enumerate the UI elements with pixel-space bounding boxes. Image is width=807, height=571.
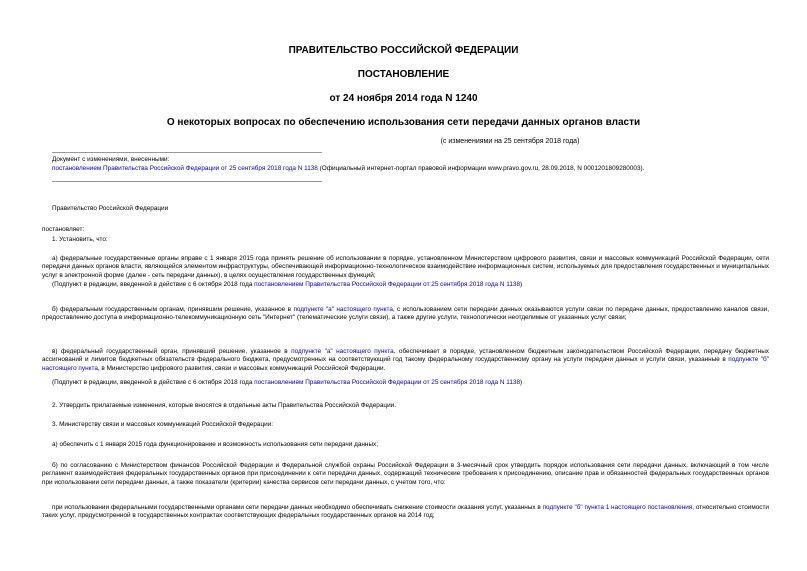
divider-bottom	[52, 181, 322, 182]
decrees-word: постановляет:	[42, 226, 85, 233]
revision-label: Документ с изменениями, внесенными:	[52, 156, 170, 163]
paragraph-1a-note-link[interactable]: постановлением Правительства Российской Федерации от 25 сентября 2018 года N 1138	[254, 281, 521, 288]
divider-top	[52, 152, 322, 153]
paragraph-1c: в) федеральный государственный орган, принявший решение, указанное в подпункте "а" настоящего пункта, обеспечивает в порядке, установленном бюджетным законодательством Российской Федерации, передачу бюджетных ассигнований и лимитов бюджетных обязательств федерального бюджета, предусмотренных на соответствующий год такому федеральному государственному органу на услуги передачи данных и услуги связи, указанные в подпункте "б" настоящего пункта, в Министерство цифрового развития, связи и массовых коммуникаций Российской Федерации.	[42, 348, 769, 372]
revision-line	[52, 165, 772, 173]
government-heading: ПРАВИТЕЛЬСТВО РОССИЙСКОЙ ФЕДЕРАЦИИ	[288, 45, 519, 56]
paragraph-3b: б) по согласованию с Министерством финансов Российской Федерации и Федеральной службой охраны Российской Федерации в 3-месячный срок утвердить порядок использования сети передачи данных, включающий в том числе регламент взаимодействия федеральных государственных органов при присоединении к сети передачи данных, содержащий технические требования к присоединению, описание прав и обязанностей федеральных государственных органов при использовании сети передачи данных, а также показатели (критерии) качества сервисов сети передачи данных, с учетом того, что:	[42, 462, 769, 486]
paragraph-2: 2. Утвердить прилагаемые изменения, которые вносятся в отдельные акты Правительства Российской Федерации.	[52, 402, 396, 409]
paragraph-1a: а) федеральные государственные органы вправе с 1 января 2015 года принять решение об использовании в порядке, установленном Министерством цифрового развития, связи и массовых коммуникаций Российской Федерации, сети передачи данных органов власти, являющейся элементом инфраструктуры, обеспечивающей информационно-технологическое взаимодействие информационных систем, используемых для предоставления государственных и муниципальных услуг в электронной форме (далее - сеть передачи данных), в целях осуществления государственных функций;	[42, 255, 769, 279]
paragraph-1b: б) федеральным государственным органам, принявшим решение, указанное в подпункте "а" настоящего пункта, с использованием сети передачи данных оказываются услуги связи по передаче данных, предоставлению каналов связи, предоставлению доступа в информационно-телекоммуникационную сеть "Интернет" (телематические услуги связи), а также другие услуги, технологически неотделимые от указанных услуг связи;	[42, 306, 769, 322]
issuer: Правительство Российской Федерации	[52, 205, 169, 212]
paragraph-1: 1. Установить, что:	[52, 236, 108, 243]
paragraph-1a-note: (Подпункт в редакции, введенной в действие с 6 октября 2018 года постановлением Правительства Российской Федерации от 25 сентября 2018 года N 1138)	[52, 281, 523, 288]
revision-link[interactable]: постановлением Правительства Российской Федерации от 25 сентября 2018 года N 1138	[52, 165, 318, 172]
paragraph-3a: а) обеспечить с 1 января 2015 года функционирование и возможность использования сети передачи данных;	[52, 441, 379, 448]
paragraph-1c-note: (Подпункт в редакции, введенной в действие с 6 октября 2018 года постановлением Правительства Российской Федерации от 25 сентября 2018 года N 1138)	[52, 379, 523, 386]
document-title: О некоторых вопросах по обеспечению использования сети передачи данных органов власти	[166, 117, 641, 128]
paragraph-1c-link-a[interactable]: подпункте "а" настоящего пункта	[291, 348, 394, 355]
paragraph-3b-sub-link[interactable]: подпункте "б" пункта 1 настоящего постановления	[542, 504, 693, 511]
paragraph-1c-link-b[interactable]: подпункте "б" настоящего пункта	[42, 356, 769, 372]
paragraph-3b-sub: при использовании федеральными государственными органами сети передачи данных необходимо обеспечивать снижение стоимости оказания услуг, указанных в подпункте "б" пункта 1 настоящего постановления, относительно стоимости таких услуг, предусмотренной в государственных контрактах соответствующих федеральных государственных органов на 2014 год;	[42, 504, 769, 520]
paragraph-3: 3. Министерству связи и массовых коммуникаций Российской Федерации:	[52, 421, 274, 428]
doc-type-heading: ПОСТАНОВЛЕНИЕ	[357, 69, 450, 80]
paragraph-1b-link[interactable]: подпункте "а" настоящего пункта	[293, 306, 393, 313]
changes-note: (с изменениями на 25 сентября 2018 года)	[440, 138, 580, 145]
revision-suffix: (Официальный интернет-портал правовой информации www.pravo.gov.ru, 28.09.2018, N 0001201809280003).	[317, 165, 645, 172]
paragraph-1c-note-link[interactable]: постановлением Правительства Российской Федерации от 25 сентября 2018 года N 1138	[254, 379, 521, 386]
date-number-heading: от 24 ноября 2014 года N 1240	[329, 93, 478, 104]
